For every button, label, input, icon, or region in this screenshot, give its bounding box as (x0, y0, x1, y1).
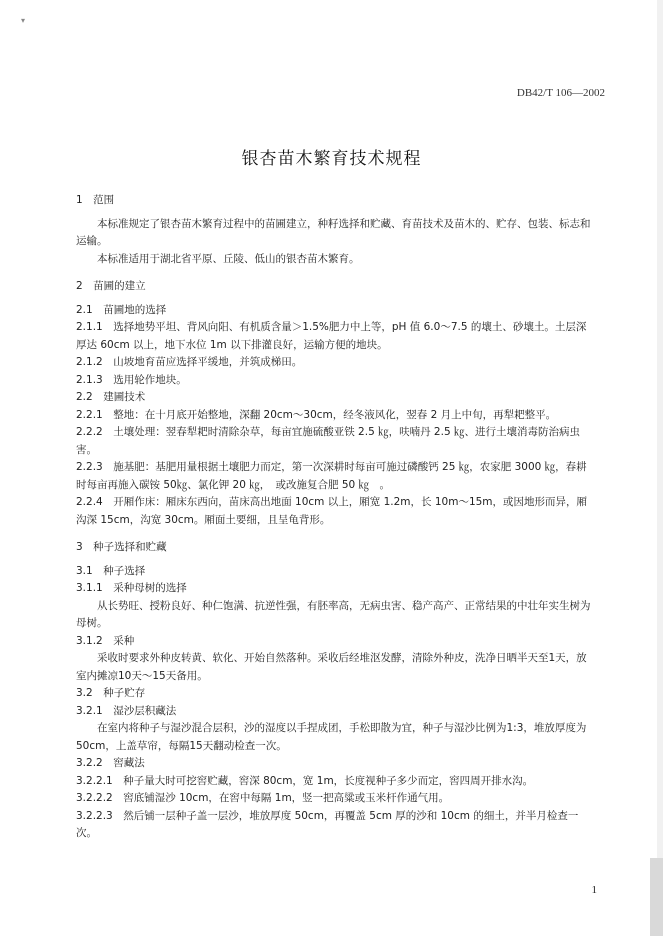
section-heading: 1 范围 (76, 194, 115, 206)
section-heading: 2 苗圃的建立 (76, 280, 146, 292)
paragraph: 本标准规定了银杏苗木繁育过程中的苗圃建立，种籽选择和贮藏、育苗技术及苗木的、贮存、包装、标志和运输。 (76, 217, 591, 247)
document-body (76, 192, 596, 843)
clause: 2.2.1 整地：在十月底开始整地，深翻 20cm～30cm，经冬液风化，翌春 2 月上中旬，再犁耙整平。 (76, 408, 557, 421)
clause-heading: 3.1.2 采种 (76, 634, 135, 647)
subsection-heading: 3.1 种子选择 (76, 564, 146, 577)
clause: 2.2.2 土壤处理：翌春犁耙时清除杂草，每亩宜施硫酸亚铁 2.5 ㎏，呋喃丹 2.5 ㎏、进行土壤消毒防治病虫害。 (76, 426, 580, 456)
scan-edge (657, 0, 663, 936)
standard-number: DB42/T 106—2002 (516, 87, 605, 99)
clause: 2.2.3 施基肥：基肥用量根据土壤肥力而定，第一次深耕时每亩可施过磷酸钙 25 ㎏，农家肥 3000 ㎏，春耕时每亩再施入碳铵 50㎏、氯化钾 20 ㎏， 或改施复合肥 50 ㎏ 。 (76, 461, 587, 491)
paragraph: 采收时要求外种皮转黄、软化、开始自然落种。采收后经堆沤发酵，清除外种皮，洗净日晒半天至1天，放室内摊凉10天～15天备用。 (76, 652, 587, 682)
clause: 2.2.4 开厢作床：厢床东西向，苗床高出地面 10cm 以上，厢宽 1.2m，长 10m～15m，或因地形而异，厢沟深 15cm，沟宽 30cm。厢面土要细，且呈龟背形。 (76, 496, 588, 526)
scan-edge-shadow (650, 858, 663, 936)
paragraph: 在室内将种子与湿沙混合层积，沙的湿度以手捏成团，手松即散为宜，种子与湿沙比例为1:3，堆放厚度为50cm，上盖草帘，每隔15天翻动检查一次。 (76, 722, 587, 752)
subsection-heading: 3.2 种子贮存 (76, 687, 146, 699)
clause: 3.2.2.3 然后铺一层种子盖一层沙，堆放厚度 50cm，再覆盖 5cm 厚的沙和 10cm 的细土，并半月检查一次。 (76, 809, 579, 839)
clause: 2.1.3 选用轮作地块。 (76, 373, 187, 386)
clause-heading: 3.1.1 采种母树的选择 (76, 582, 187, 594)
clause: 3.2.2.1 种子量大时可挖窖贮藏，窖深 80cm，宽 1m，长度视种子多少而定，窖四周开排水沟。 (76, 774, 534, 787)
clause: 2.1.1 选择地势平坦、背风向阳、有机质含量＞1.5%肥力中上等，pH 值 6.0～7.5 的壤土、砂壤土。土层深厚达 60cm 以上，地下水位 1m 以下排灌良好，运输方便的地块。 (76, 321, 587, 351)
paragraph: 从长势旺、授粉良好、种仁饱满、抗逆性强，有胚率高，无病虫害、稳产高产、正常结果的中壮年实生树为母树。 (76, 599, 591, 629)
corner-mark: ▾ (21, 16, 26, 25)
clause: 2.1.2 山坡地育苗应选择平缓地，并筑成梯田。 (76, 356, 303, 368)
document-title: 银杏苗木繁育技术规程 (241, 149, 422, 169)
page-number: 1 (591, 884, 597, 896)
section-heading: 3 种子选择和贮藏 (76, 541, 167, 553)
clause: 3.2.2.2 窖底铺湿沙 10cm，在窖中每隔 1m，竖一把高粱或玉米杆作通气用。 (76, 792, 450, 804)
clause-heading: 3.2.2 窖藏法 (76, 757, 145, 769)
subsection-heading: 2.2 建圃技术 (76, 391, 146, 403)
paragraph: 本标准适用于湖北省平原、丘陵、低山的银杏苗木繁育。 (97, 252, 360, 265)
clause-heading: 3.2.1 湿沙层积藏法 (76, 704, 177, 717)
subsection-heading: 2.1 苗圃地的选择 (76, 303, 167, 316)
